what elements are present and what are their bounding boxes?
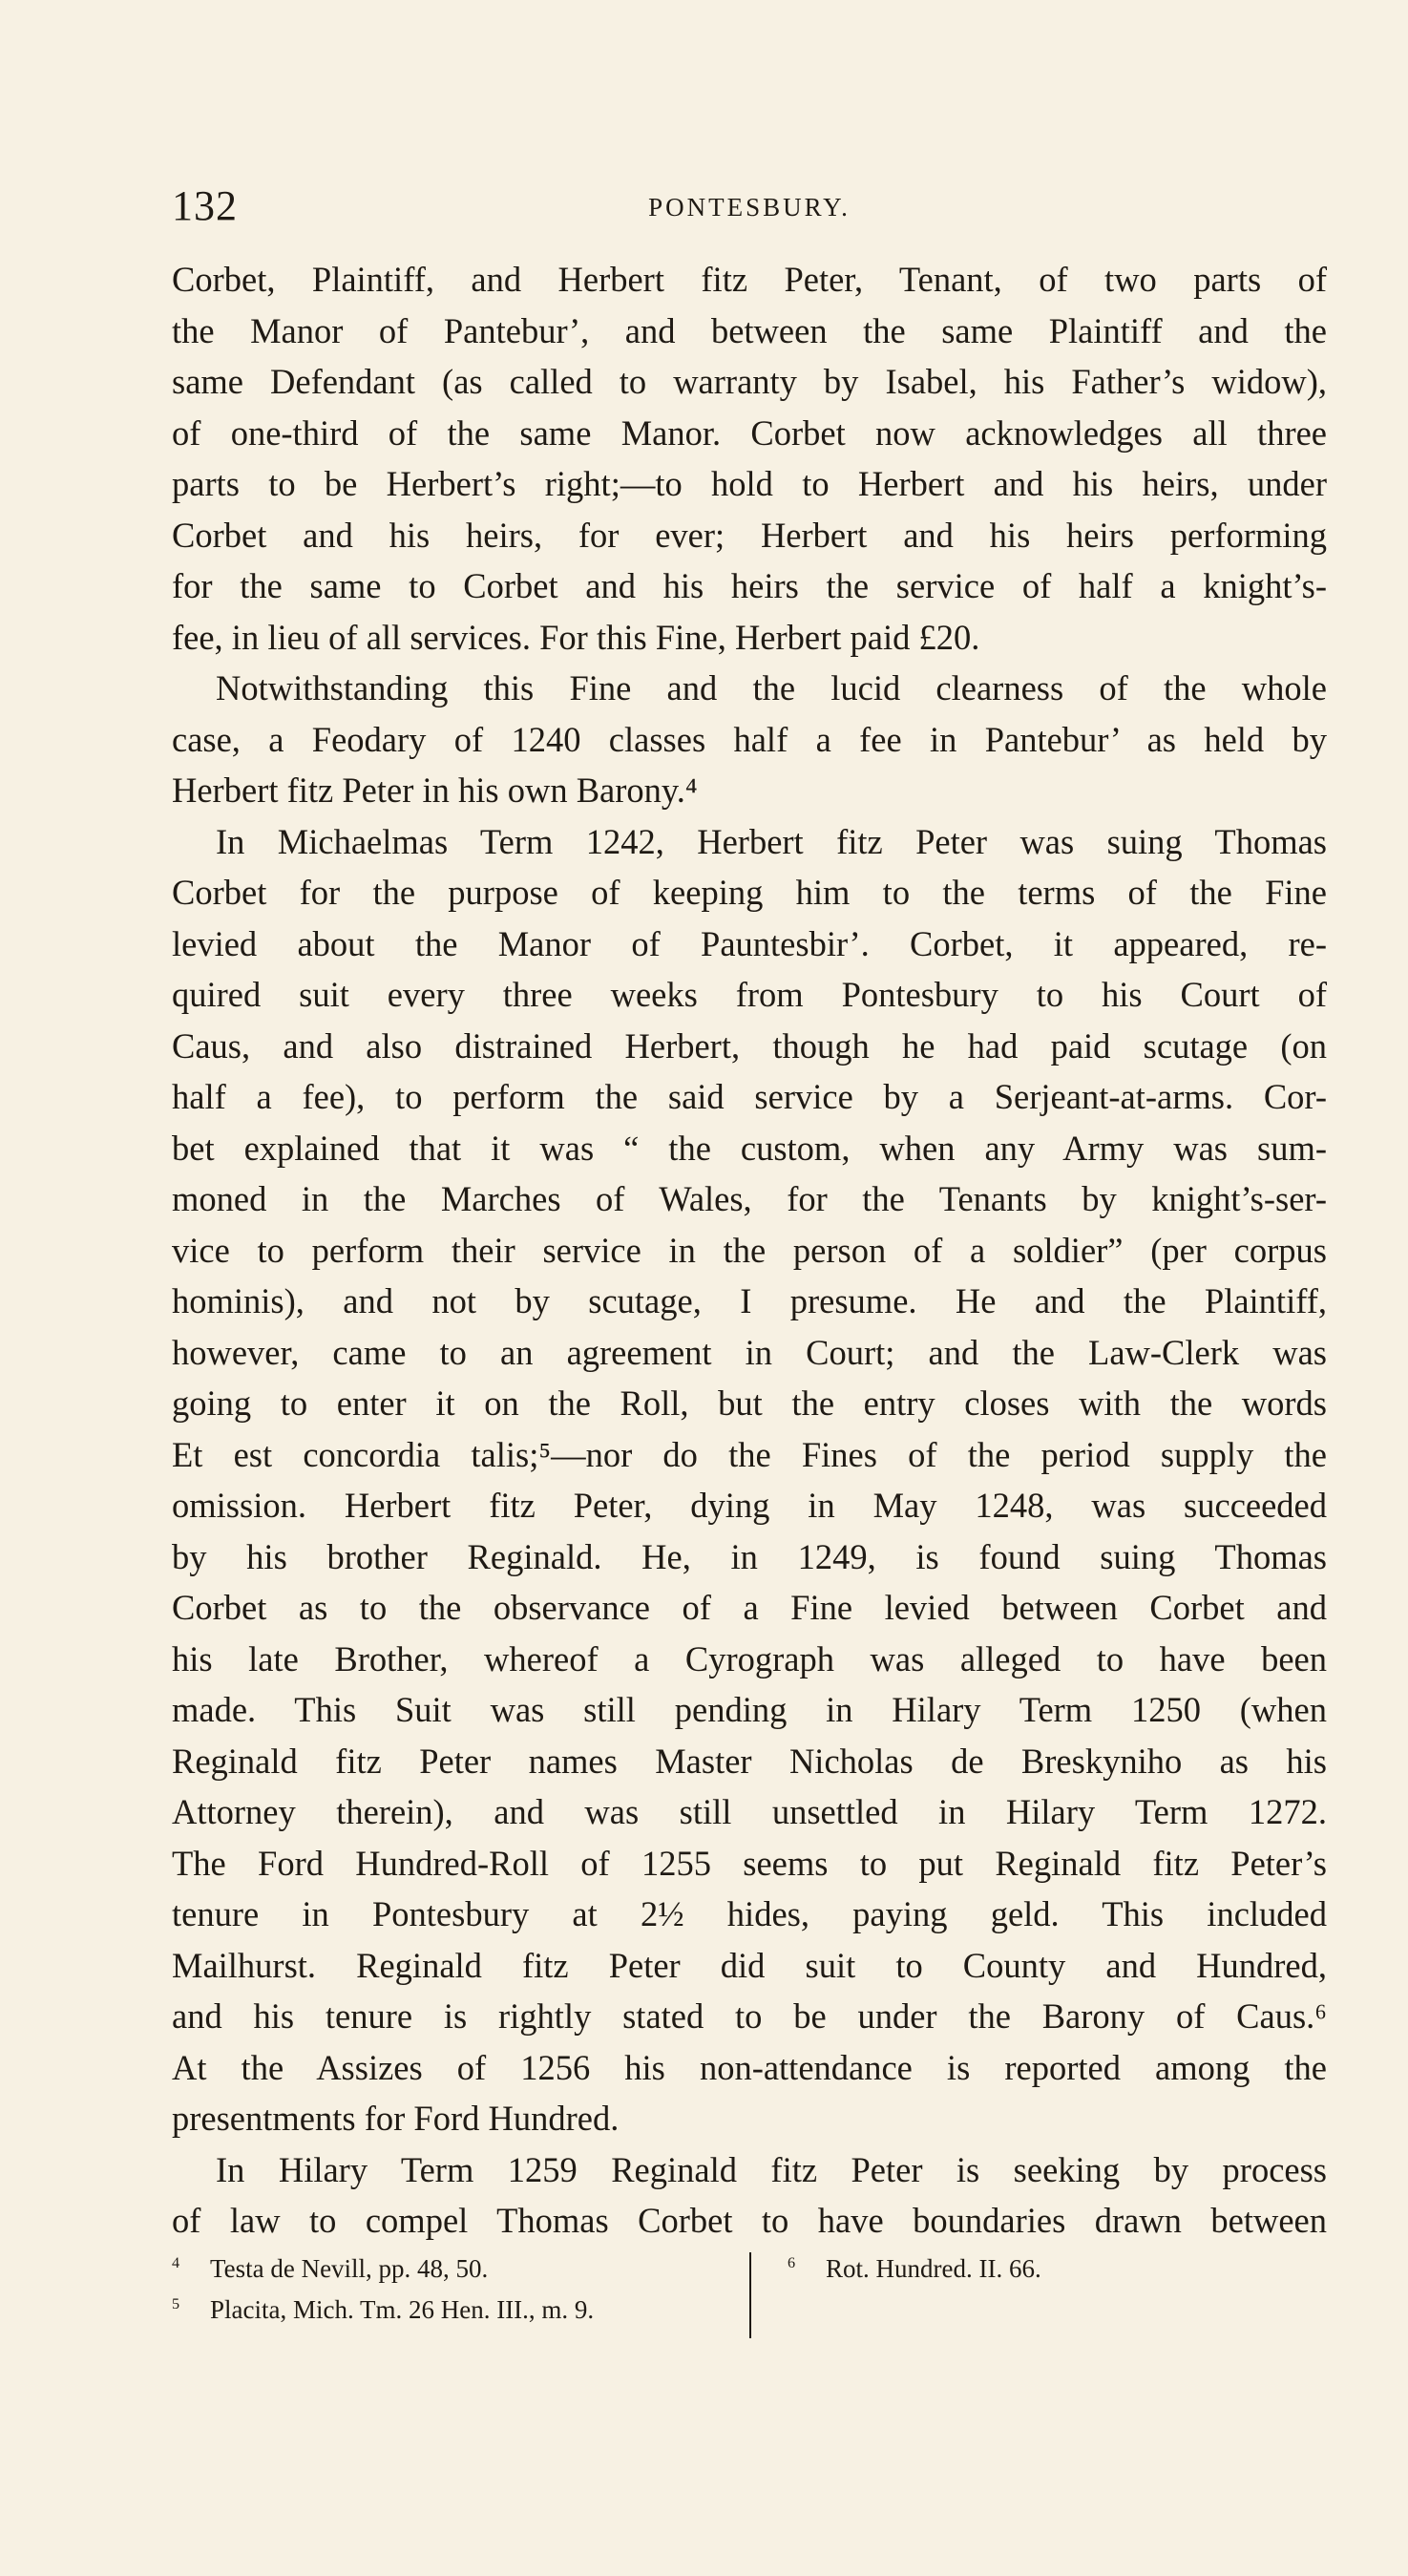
footnote <box>788 2249 1322 2290</box>
text-line: Notwithstanding this Fine and the lucid clearness of the whole <box>216 668 1327 707</box>
text-line: his late Brother, whereof a Cyrograph was alleged to have been <box>172 1638 1327 1679</box>
text-line: Caus, and also distrained Herbert, though he had paid scutage (on <box>172 1025 1327 1066</box>
text-line: moned in the Marches of Wales, for the Tenants by knight’s-ser- <box>172 1179 1327 1218</box>
text-line: and his tenure is rightly stated to be under the Barony of Caus.⁶ <box>172 1996 1327 2036</box>
text-line: Corbet as to the observance of a Fine levied between Corbet and <box>172 1588 1327 1627</box>
text-line: The Ford Hundred-Roll of 1255 seems to put Reginald fitz Peter’s <box>172 1843 1327 1883</box>
footnote-text: Placita, Mich. Tm. 26 Hen. III., m. 9. <box>210 2295 595 2324</box>
text-line: levied about the Manor of Pauntesbir’. Corbet, it appeared, re- <box>172 923 1327 963</box>
text-line: Corbet for the purpose of keeping him to the terms of the Fine <box>172 873 1327 912</box>
footnotes-right-column <box>788 2249 1322 2290</box>
footnotes-left-column <box>172 2249 735 2331</box>
text-line: however, came to an agreement in Court; and the Law-Clerk was <box>172 1332 1327 1372</box>
text-line: hominis), and not by scutage, I presume. He and the Plaintiff, <box>172 1281 1327 1320</box>
text-line: by his brother Reginald. He, in 1249, is found suing Thomas <box>172 1536 1327 1576</box>
body-text <box>172 254 1327 2247</box>
footnote-marker: 5 <box>172 2295 180 2312</box>
text-line: tenure in Pontesbury at 2½ hides, paying geld. This included <box>172 1894 1327 1933</box>
text-line: the Manor of Pantebur’, and between the same Plaintiff and the <box>172 310 1327 350</box>
text-line: case, a Feodary of 1240 classes half a fee in Pantebur’ as held by <box>172 719 1327 759</box>
text-line: omission. Herbert fitz Peter, dying in May 1248, was succeeded <box>172 1486 1327 1525</box>
text-line: At the Assizes of 1256 his non-attendance is reported among the <box>172 2047 1327 2087</box>
text-line: quired suit every three weeks from Pontesbury to his Court of <box>172 975 1327 1014</box>
footnote-marker: 4 <box>172 2254 180 2271</box>
footnote <box>172 2249 735 2290</box>
text-line: of law to compel Thomas Corbet to have boundaries drawn between <box>172 2201 1327 2240</box>
text-line: Attorney therein), and was still unsettled in Hilary Term 1272. <box>172 1792 1327 1831</box>
text-line: fee, in lieu of all services. For this Fine, Herbert paid £20. <box>172 617 980 657</box>
text-line: made. This Suit was still pending in Hilary Term 1250 (when <box>172 1690 1327 1729</box>
text-line: Herbert fitz Peter in his own Barony.⁴ <box>172 771 698 810</box>
page-number: 132 <box>172 182 238 229</box>
page-header <box>172 181 1327 239</box>
text-line: for the same to Corbet and his heirs the service of half a knight’s- <box>172 566 1327 605</box>
text-line: Mailhurst. Reginald fitz Peter did suit to County and Hundred, <box>172 1945 1327 1985</box>
text-line: half a fee), to perform the said service by a Serjeant-at-arms. Cor- <box>172 1077 1327 1116</box>
footnote-text: Testa de Nevill, pp. 48, 50. <box>210 2254 489 2283</box>
text-line: of one-third of the same Manor. Corbet now acknowledges all three <box>172 412 1327 453</box>
footnote-text: Rot. Hundred. II. 66. <box>826 2254 1041 2283</box>
text-line: going to enter it on the Roll, but the entry closes with the words <box>172 1383 1327 1423</box>
text-line: bet explained that it was “ the custom, when any Army was sum- <box>172 1128 1327 1168</box>
text-line: Corbet, Plaintiff, and Herbert fitz Peter, Tenant, of two parts of <box>172 260 1327 299</box>
text-line: Et est concordia talis;⁵—nor do the Fines of the period supply the <box>172 1434 1327 1474</box>
text-line: presentments for Ford Hundred. <box>172 2099 620 2138</box>
text-line: vice to perform their service in the person of a soldier” (per corpus <box>172 1230 1327 1270</box>
footnote-marker: 6 <box>788 2254 796 2271</box>
text-line: Reginald fitz Peter names Master Nicholas de Breskyniho as his <box>172 1741 1327 1781</box>
footnote <box>172 2290 735 2331</box>
text-line: In Michaelmas Term 1242, Herbert fitz Peter was suing Thomas <box>216 821 1327 861</box>
footnote-divider <box>749 2252 751 2338</box>
text-line: In Hilary Term 1259 Reginald fitz Peter is seeking by process <box>216 2149 1327 2189</box>
footnotes <box>172 2249 1327 2354</box>
text-line: Corbet and his heirs, for ever; Herbert and his heirs performing <box>172 515 1327 555</box>
text-line: same Defendant (as called to warranty by Isabel, his Father’s widow), <box>172 362 1327 401</box>
text-line: parts to be Herbert’s right;—to hold to Herbert and his heirs, under <box>172 464 1327 503</box>
running-head: PONTESBURY. <box>648 193 851 222</box>
